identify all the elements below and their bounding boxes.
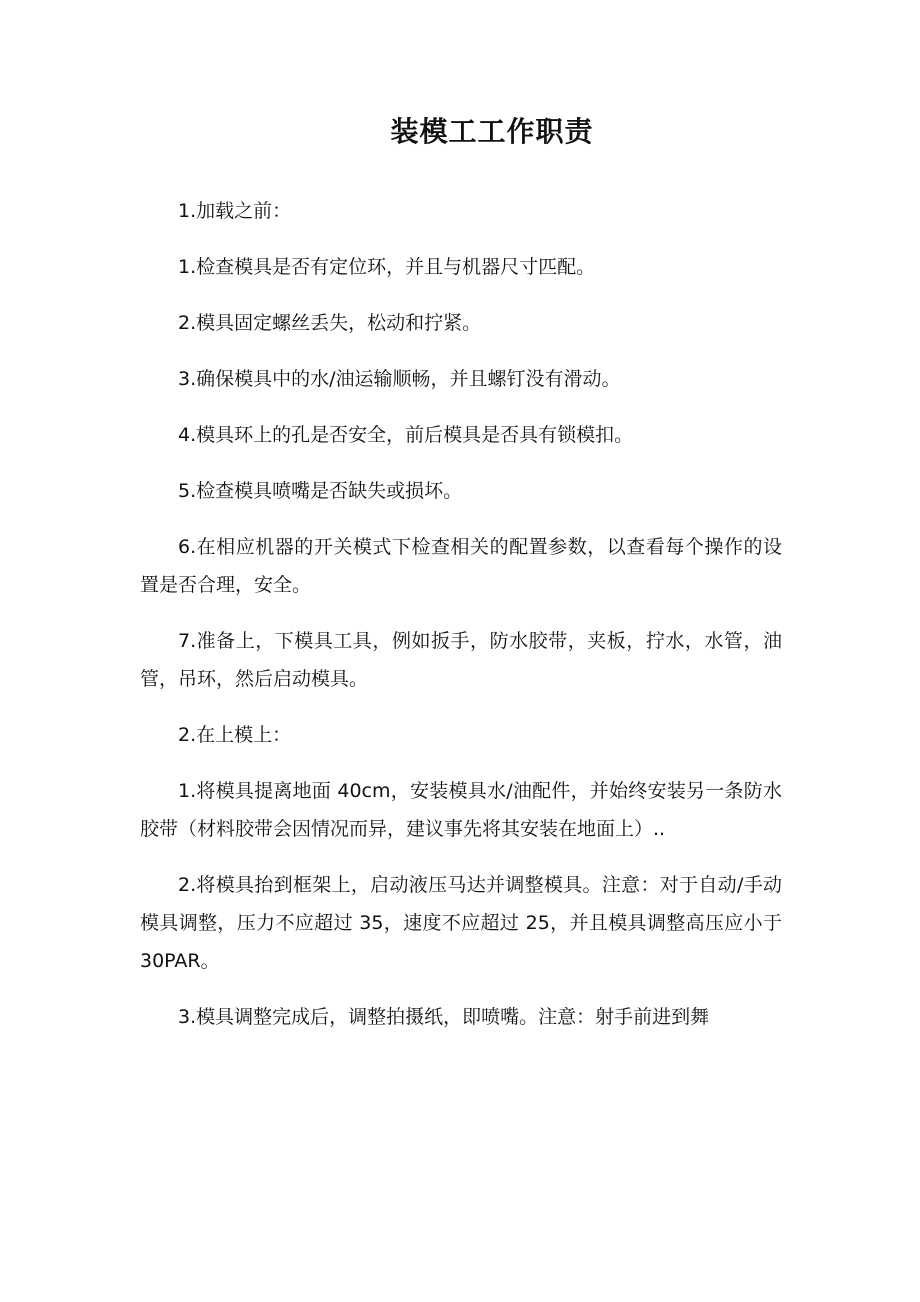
paragraph: 2.将模具抬到框架上，启动液压马达并调整模具。注意：对于自动/手动模具调整，压力不应超过 35，速度不应超过 25，并且模具调整高压应小于 30PAR。 [140, 874, 782, 972]
paragraph: 1.将模具提离地面 40cm，安装模具水/油配件，并始终安装另一条防水胶带（材料胶带会因情况而异，建议事先将其安装在地面上）.. [140, 780, 782, 840]
paragraph: 2.模具固定螺丝丢失，松动和拧紧。 [178, 312, 482, 334]
paragraph: 4.模具环上的孔是否安全，前后模具是否具有锁模扣。 [178, 424, 634, 446]
paragraph: 3.模具调整完成后，调整拍摄纸，即喷嘴。注意：射手前进到舞 [178, 1006, 710, 1028]
document-title: 装模工工作职责 [390, 115, 594, 148]
paragraph: 3.确保模具中的水/油运输顺畅，并且螺钉没有滑动。 [178, 368, 621, 390]
document-body [140, 192, 782, 1054]
paragraph: 5.检查模具喷嘴是否缺失或损坏。 [178, 480, 463, 502]
paragraph: 1.检查模具是否有定位环，并且与机器尺寸匹配。 [178, 256, 596, 278]
paragraph: 2.在上模上： [178, 724, 292, 746]
paragraph: 6.在相应机器的开关模式下检查相关的配置参数，以查看每个操作的设置是否合理，安全。 [140, 536, 782, 596]
paragraph: 7.准备上，下模具工具，例如扳手，防水胶带，夹板，拧水，水管，油管，吊环，然后启动模具。 [140, 630, 782, 690]
paragraph: 1.加载之前： [178, 200, 292, 222]
